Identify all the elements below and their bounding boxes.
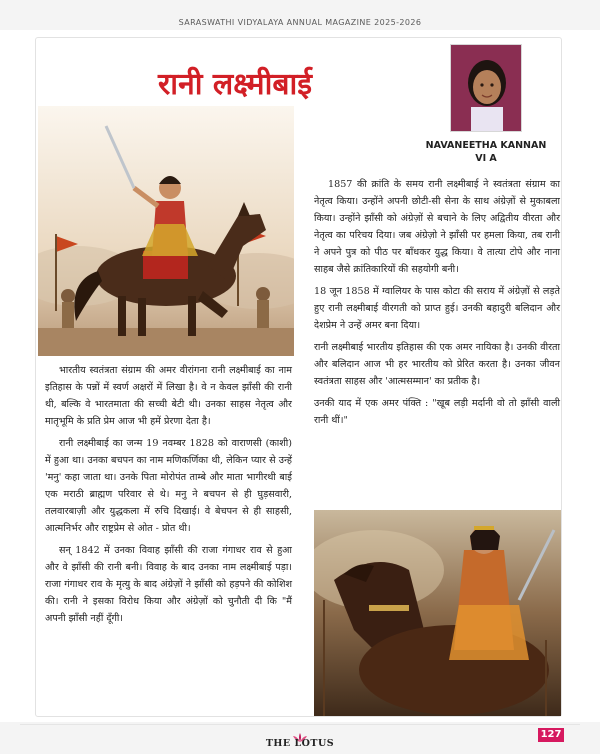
paragraph: भारतीय स्वतंत्रता संग्राम की अमर वीरांगना रानी लक्ष्मीबाई का नाम इतिहास के पन्नों में स्वर्ण अक्षरों में लिखा है। वे न केवल झाँसी की रानी थी, बल्कि वे भारतमाता की सच्ची बेटी थी। उनका साहस नेतृत्व और मातृभूमि के प्रति प्रेम आज भी हमें प्रेरणा देता है। [45, 365, 292, 427]
author-photo [450, 44, 522, 132]
paragraph: सन् 1842 में उनका विवाह झाँसी की राजा गंगाधर राव से हुआ और वे झाँसी की रानी बनी। विवाह के बाद उनका नाम लक्ष्मीबाई पड़ा। राजा गंगाधर राव के मृत्यु के बाद अंग्रेज़ों ने झाँसी को हड़पने की कोशिश की। रानी ने इसका विरोध किया और अंग्रेज़ों को चुनौती दी कि "मैं अपनी झाँसी नहीं दूँगी। [45, 545, 292, 624]
rani-warrior-illustration [314, 510, 561, 716]
magazine-logo [262, 728, 338, 752]
paragraph: 1857 की क्रांति के समय रानी लक्ष्मीबाई ने स्वतंत्रता संग्राम का नेतृत्व किया। उन्होंने अपनी छोटी-सी सेना के साथ अंग्रेज़ों से मुकाबला किया। उन्होंने झाँसी को अंग्रेज़ों से बचाने के लिए अद्वितीय वीरता और नेतृत्व का परिचय दिया। जब अंग्रेज़ो ने झाँसी पर हमला किया, तब रानी ने अपने पुत्र को पीठ पर बाँधकर युद्ध किया। वे तात्या टोपे और नाना साहब जैसे क्रांतिकारियों की सहयोगी बनी। [314, 179, 560, 275]
magazine-header: SARASWATHI VIDYALAYA ANNUAL MAGAZINE 2025-2026 [178, 18, 422, 27]
footer-divider [20, 724, 580, 725]
paragraph: रानी लक्ष्मीबाई भारतीय इतिहास की एक अमर नायिका है। उनकी वीरता और बलिदान आज भी हर भारतीय को प्रेरित करता है। उनका जीवन स्वतंत्रता साहस और 'आत्मसम्मान' का प्रतीक है। [314, 342, 560, 387]
rani-on-horse-illustration [38, 106, 294, 356]
paragraph: 18 जून 1858 में ग्वालियर के पास कोटा की सराय में अंग्रेज़ों से लड़ते हुए रानी लक्ष्मीबाई वीरगती को प्राप्त हुई। उनकी बहादुरी बलिदान और देशप्रेम ने उन्हें अमर बना दिया। [314, 286, 560, 331]
right-text-column [314, 176, 560, 434]
lotus-icon [292, 728, 308, 738]
article-title: रानी लक्ष्मीबाई [158, 67, 312, 102]
quote-paragraph: उनकी याद में एक अमर पंक्ति : "खूब लड़ी मर्दानी वो तो झाँसी वाली रानी थीं।" [314, 398, 560, 426]
paragraph: रानी लक्ष्मीबाई का जन्म 19 नवम्बर 1828 को वाराणसी (काशी) में हुआ था। उनका बचपन का नाम मणिकर्णिका थी, लेकिन प्यार से उन्हें 'मनु' कहा जाता था। उनके पिता मोरोपंत ताम्बे और माता भागीरथी बाई एक मराठी ब्राह्मण परिवार से थे। मनु ने बचपन से ही घुड़सवारी, तलवारबाज़ी और युद्धकला में रुचि दिखाई। वे बेचपन से ही साहसी, आत्मनिर्भर और राष्ट्रप्रेम से ओत - प्रोत थी। [45, 438, 292, 534]
logo-text: THE LOTUS [265, 738, 335, 749]
author-class: VI A [475, 153, 497, 164]
author-name: NAVANEETHA KANNAN [425, 140, 547, 151]
left-text-column [45, 362, 292, 632]
page-number: 127 [538, 728, 564, 742]
